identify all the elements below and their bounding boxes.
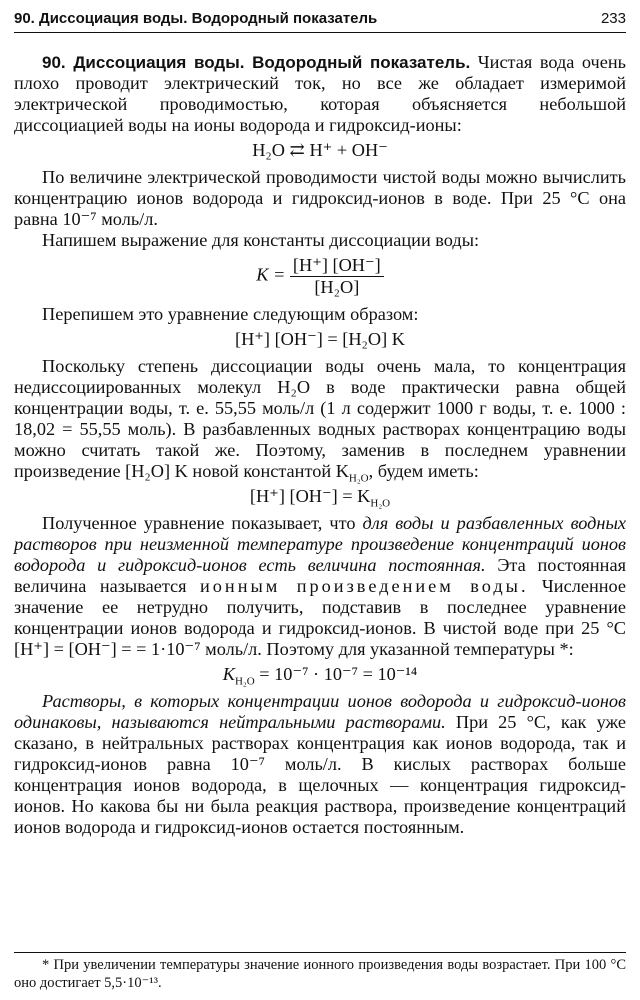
eq4-subscript: H₂O	[370, 497, 391, 510]
eq2-fraction	[290, 255, 384, 298]
eq5-lhs: K	[222, 664, 235, 684]
paragraph-intro	[14, 52, 626, 136]
eq2-numerator: [H⁺] [OH⁻]	[290, 255, 384, 277]
eq5-rhs: = 10⁻⁷ · 10⁻⁷ = 10⁻¹⁴	[259, 664, 418, 684]
eq2-lhs: K =	[256, 264, 286, 285]
paragraph-neutral	[14, 691, 626, 838]
p6-a: Полученное уравнение показывает, что	[42, 513, 363, 533]
equation-kw-value	[14, 664, 626, 688]
paragraph-concentration	[14, 356, 626, 485]
paragraph-ion-product	[14, 513, 626, 660]
p5-subscript: H₂O	[348, 472, 369, 485]
paragraph-rewrite: Перепишем это уравнение следующим образом:	[42, 304, 419, 324]
eq1-arrow: ⇄	[289, 140, 305, 160]
eq1-right: H⁺ + OH⁻	[309, 140, 388, 160]
equation-constant	[14, 255, 626, 298]
paragraph-conductivity: По величине электрической проводимости чистой воды можно вычислить концентрацию ионов водорода и гидроксид-ионов в воде. При 25 °C она равна 10⁻⁷ моль/л.	[14, 167, 626, 229]
equation-rewritten: [H⁺] [OH⁻] = [H₂O] K	[234, 329, 405, 349]
p7-italic: Растворы, в которых концентрации ионов водорода и гидроксид-ионов одинаковы, называются нейтральными растворами.	[14, 691, 626, 732]
footnote-divider	[14, 952, 626, 953]
paragraph-intro-text: Чистая вода очень плохо проводит электрический ток, но все же обладает измеримой электрической проводимостью, которая объясняется небольшой диссоциацией воды на ионы водорода и гидроксид-ионы:	[14, 52, 626, 135]
p6-italic: для воды и разбавленных водных растворов при неизменной температуре произведение концентраций ионов водорода и гидроксид-ионов есть величина постоянная.	[14, 513, 626, 575]
section-heading: 90. Диссоциация воды. Водородный показатель.	[42, 53, 471, 72]
page-number: 233	[600, 10, 626, 27]
p5-end: , будем иметь:	[368, 461, 479, 481]
eq2-denominator: [H₂O]	[314, 277, 360, 297]
p7-rest: При 25 °C, как уже сказано, в нейтральных растворах концентрация как ионов водорода, так и гидроксид-ионов равна 10⁻⁷ моль/л. В кислых растворах больше концентрация ионов водорода, в щелочных — концентрация гидроксид-ионов. Но какова бы ни была реакция раствора, произведение концентраций ионов водорода и гидроксид-ионов остается постоянным.	[14, 712, 626, 837]
running-header-title: 90. Диссоциация воды. Водородный показатель	[14, 10, 378, 27]
p6-b: Эта постоянная величина называется	[14, 555, 626, 596]
equation-dissociation	[14, 140, 626, 161]
p6-term: ионным произведением воды.	[199, 576, 529, 596]
page-body	[14, 52, 626, 838]
eq4-text: [H⁺] [OH⁻] = K	[249, 486, 371, 506]
eq1-left: H₂O	[252, 140, 285, 160]
running-header	[14, 6, 626, 33]
footnote: * При увеличении температуры значение ионного произведения воды возрастает. При 100 °C оно достигает 5,5·10⁻¹³.	[14, 957, 626, 991]
paragraph-constant-intro: Напишем выражение для константы диссоциации воды:	[42, 230, 480, 250]
p5-text: Поскольку степень диссоциации воды очень мала, то концентрация недиссоциированных молекул H₂O в воде практически равна общей концентрации воды, т. е. 55,55 моль/л (1 л содержит 1000 г воды, т. е. 1000 : 18,02 = 55,55 моль). В разбавленных водных растворах концентрацию воды можно считать такой же. Поэтому, заменив в последнем уравнении произведение [H₂O] K новой константой K	[14, 356, 626, 481]
p6-c: Численное значение ее нетрудно получить, подставив в последнее уравнение концентрации ионов водорода и гидроксид-ионов. В чистой воде при 25 °C [H⁺] = [OH⁻] = = 1·10⁻⁷ моль/л. Поэтому для указанной температуры *:	[14, 576, 626, 659]
equation-ion-product	[14, 486, 626, 510]
eq5-subscript: H₂O	[234, 675, 255, 688]
